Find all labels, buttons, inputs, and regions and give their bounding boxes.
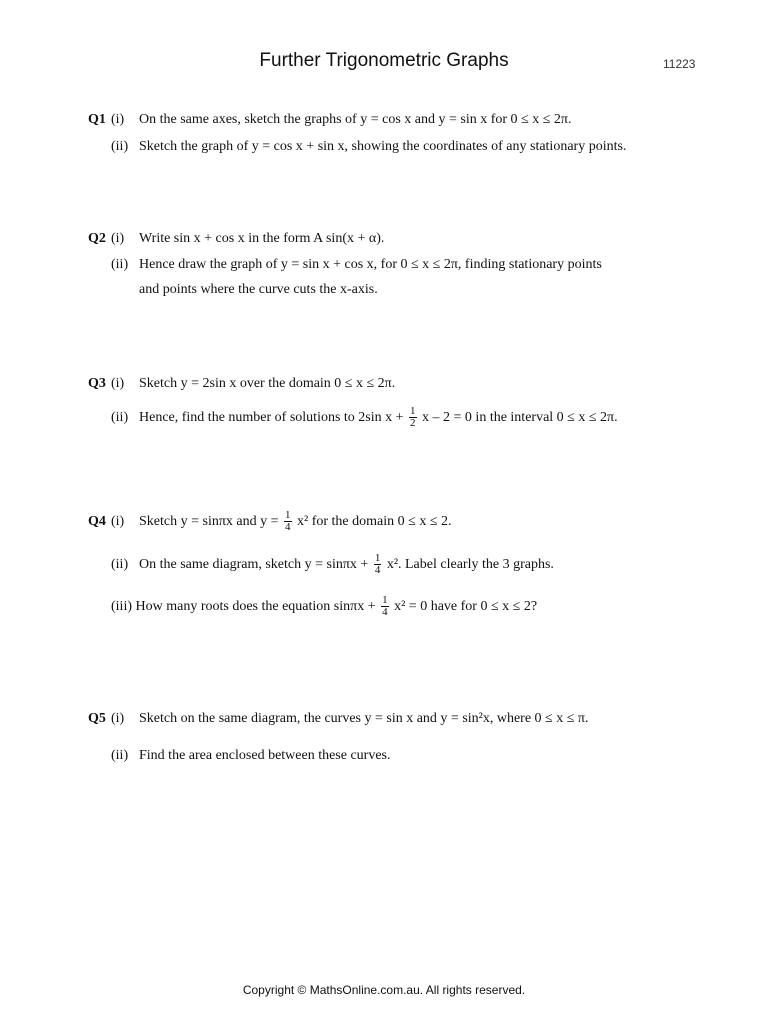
fraction	[381, 595, 389, 618]
part-text: On the same axes, sketch the graphs of y = cos x and y = sin x for 0 ≤ x ≤ 2π.	[139, 112, 572, 127]
part-text	[139, 406, 618, 430]
part-label: (i)	[111, 231, 125, 246]
question-number: Q4	[88, 514, 106, 529]
part-label: (ii)	[111, 748, 129, 763]
text-before: How many roots does the equation sinπx +	[135, 599, 376, 614]
fraction	[374, 553, 382, 576]
question-number: Q1	[88, 112, 106, 127]
worksheet-code: 11223	[663, 57, 696, 71]
part-label: (iii)	[111, 599, 132, 614]
text-after: x² for the domain 0 ≤ x ≤ 2.	[297, 514, 452, 529]
part-text	[111, 595, 537, 619]
fraction-numerator: 1	[374, 552, 381, 565]
part-text: Write sin x + cos x in the form A sin(x + α).	[139, 231, 385, 246]
part-text	[139, 553, 554, 577]
part-label: (ii)	[111, 557, 129, 572]
question-number: Q5	[88, 711, 106, 726]
fraction	[284, 510, 292, 533]
part-text-continuation: and points where the curve cuts the x-axis.	[139, 282, 378, 297]
part-text: Sketch on the same diagram, the curves y = sin x and y = sin²x, where 0 ≤ x ≤ π.	[139, 711, 589, 726]
page-title: Further Trigonometric Graphs	[259, 50, 509, 71]
part-text	[139, 510, 452, 534]
part-label: (ii)	[111, 139, 129, 154]
fraction-denominator: 4	[285, 521, 291, 534]
fraction-denominator: 4	[382, 606, 388, 619]
text-after: x². Label clearly the 3 graphs.	[386, 557, 554, 572]
fraction-numerator: 1	[285, 509, 291, 522]
fraction-numerator: 1	[382, 594, 388, 607]
part-label: (i)	[111, 711, 125, 726]
part-text: Sketch the graph of y = cos x + sin x, showing the coordinates of any stationary points.	[139, 139, 627, 154]
text-after: x² = 0 have for 0 ≤ x ≤ 2?	[394, 599, 538, 614]
question-number: Q2	[88, 231, 106, 246]
fraction-denominator: 4	[374, 564, 381, 577]
part-label: (ii)	[111, 410, 129, 425]
fraction	[409, 406, 417, 429]
text-before: On the same diagram, sketch y = sinπx +	[139, 557, 369, 572]
copyright-footer: Copyright © MathsOnline.com.au. All rights reserved.	[242, 983, 526, 997]
text-before: Hence, find the number of solutions to 2sin x +	[139, 410, 404, 425]
part-label: (i)	[111, 112, 125, 127]
part-text: Find the area enclosed between these curves.	[139, 748, 391, 763]
text-before: Sketch y = sinπx and y =	[139, 514, 279, 529]
part-label: (ii)	[111, 257, 129, 272]
text-after: x – 2 = 0 in the interval 0 ≤ x ≤ 2π.	[422, 410, 618, 425]
fraction-numerator: 1	[410, 405, 416, 418]
fraction-denominator: 2	[410, 417, 416, 430]
part-label: (i)	[111, 514, 125, 529]
part-text: Sketch y = 2sin x over the domain 0 ≤ x ≤ 2π.	[139, 376, 396, 391]
question-number: Q3	[88, 376, 106, 391]
part-text: Hence draw the graph of y = sin x + cos x, for 0 ≤ x ≤ 2π, finding stationary points	[139, 257, 602, 272]
part-label: (i)	[111, 376, 125, 391]
